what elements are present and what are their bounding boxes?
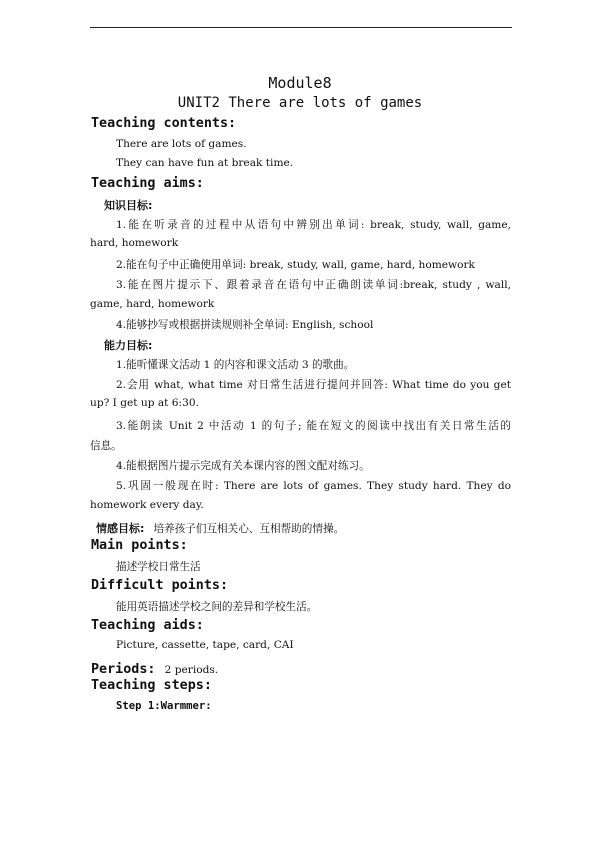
knowledge-goal-label: 知识目标:	[104, 199, 153, 212]
periods-line	[91, 658, 218, 677]
knowledge-item-3-cont: game, hard, homework	[90, 298, 215, 310]
difficult-points-heading: Difficult points:	[91, 578, 229, 593]
emotion-goal-label: 情感目标:	[96, 522, 145, 535]
main-points-text: 描述学校日常生活	[116, 561, 201, 573]
knowledge-item-2: 2.能在句子中正确使用单词: break, study, wall, game, hard, homework	[116, 259, 475, 271]
ability-item-5: 5.巩固一般现在时: There are lots of games. They study hard. They do	[116, 480, 511, 492]
teaching-steps-heading: Teaching steps:	[91, 678, 212, 693]
ability-item-1: 1.能听懂课文活动 1 的内容和课文活动 3 的歌曲。	[116, 359, 355, 371]
header-rule	[90, 27, 512, 28]
difficult-points-text: 能用英语描述学校之间的差异和学校生活。	[116, 601, 318, 613]
periods-text: 2 periods.	[164, 664, 219, 676]
teaching-aids-heading: Teaching aids:	[91, 618, 204, 633]
ability-item-2-cont: up? I get up at 6:30.	[90, 397, 199, 409]
ability-item-3-cont: 信息。	[90, 440, 122, 452]
teaching-aids-text: Picture, cassette, tape, card, CAI	[116, 639, 294, 651]
unit-title: UNIT2 There are lots of games	[177, 95, 423, 111]
emotion-goal	[96, 517, 344, 536]
step-1: Step 1:Warmmer:	[116, 700, 212, 712]
content-line-2: They can have fun at break time.	[116, 157, 294, 169]
module-title: Module8	[268, 74, 332, 92]
ability-goal-label: 能力目标:	[104, 339, 153, 352]
teaching-aims-heading: Teaching aims:	[91, 176, 204, 191]
knowledge-item-4: 4.能够抄写或根据拼读规则补全单词: English, school	[116, 319, 374, 331]
content-line-1: There are lots of games.	[116, 138, 247, 150]
ability-item-5-cont: homework every day.	[90, 499, 204, 511]
knowledge-item-1: 1.能在听录音的过程中从语句中辨别出单词: break, study, wall, game,	[116, 219, 511, 231]
main-points-heading: Main points:	[91, 538, 188, 553]
emotion-goal-text: 培养孩子们互相关心、互相帮助的情操。	[153, 523, 345, 535]
knowledge-item-3: 3.能在图片提示下、跟着录音在语句中正确朗读单词:break, study , wall,	[116, 279, 511, 291]
ability-item-3: 3.能朗读 Unit 2 中活动 1 的句子; 能在短文的阅读中找出有关日常生活的	[116, 420, 511, 432]
ability-item-2: 2.会用 what, what time 对日常生活进行提问并回答: What time do you get	[116, 379, 511, 391]
ability-item-4: 4.能根据图片提示完成有关本课内容的图文配对练习。	[116, 460, 370, 472]
knowledge-item-1-cont: hard, homework	[90, 237, 179, 249]
teaching-contents-heading: Teaching contents:	[91, 116, 237, 131]
periods-heading: Periods:	[91, 662, 156, 677]
